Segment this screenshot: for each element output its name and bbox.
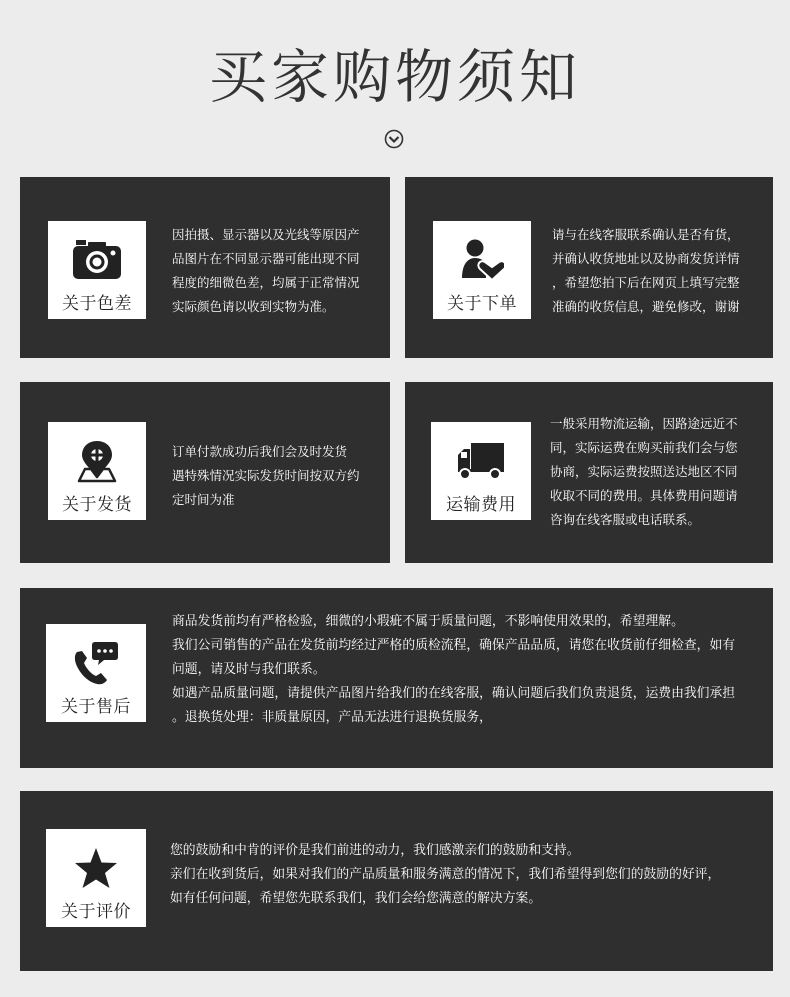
text-line: 实际颜色请以收到实物为准。 bbox=[172, 299, 335, 314]
phone-chat-icon bbox=[73, 640, 119, 686]
text-line: 因拍摄、显示器以及光线等原因产 bbox=[172, 227, 360, 242]
color-difference-panel bbox=[20, 177, 390, 358]
order-badge bbox=[433, 221, 531, 319]
page-title: 买家购物须知 bbox=[208, 43, 581, 111]
text-line: 商品发货前均有严格检验，细微的小瑕疵不属于质量问题，不影响使用效果的，希望理解。 bbox=[172, 614, 684, 629]
text-line: 您的鼓励和中肯的评价是我们前进的动力，我们感激亲们的鼓励和支持。 bbox=[170, 843, 580, 858]
freight-badge bbox=[431, 422, 531, 520]
text-line: 收取不同的费用。具体费用问题请 bbox=[550, 488, 738, 503]
freight-label: 运输费用 bbox=[446, 495, 516, 515]
after-sale-label: 关于售后 bbox=[61, 697, 131, 717]
text-line: 订单付款成功后我们会及时发货 bbox=[172, 444, 348, 459]
review-label: 关于评价 bbox=[61, 902, 131, 922]
after-sale-panel bbox=[20, 588, 773, 768]
review-badge bbox=[46, 829, 146, 927]
freight-text bbox=[550, 412, 738, 532]
text-line: ，希望您拍下后在网页上填写完整 bbox=[552, 275, 740, 290]
order-panel bbox=[405, 177, 773, 358]
order-text bbox=[552, 223, 740, 319]
text-line: 。退换货处理：非质量原因，产品无法进行退换货服务， bbox=[172, 710, 492, 725]
text-line: 遇特殊情况实际发货时间按双方约 bbox=[172, 468, 360, 483]
shipping-badge bbox=[48, 422, 146, 520]
text-line: 如遇产品质量问题，请提供产品图片给我们的在线客服，确认问题后我们负责退货，运费由我们承担 bbox=[172, 686, 736, 701]
user-heart-icon bbox=[460, 237, 504, 283]
text-line: 如有任何问题，希望您先联系我们，我们会给您满意的解决方案。 bbox=[170, 891, 542, 906]
text-line: 一般采用物流运输，因路途远近不 bbox=[550, 416, 738, 431]
review-panel bbox=[20, 791, 773, 971]
text-line: 亲们在收到货后，如果对我们的产品质量和服务满意的情况下，我们希望得到您们的鼓励的好评， bbox=[170, 867, 721, 882]
text-line: 定时间为准 bbox=[172, 492, 235, 507]
text-line: 问题，请及时与我们联系。 bbox=[172, 662, 326, 677]
text-line: 品图片在不同显示器可能出现不同 bbox=[172, 251, 360, 266]
text-line: 准确的收货信息，避免修改，谢谢 bbox=[552, 299, 740, 314]
color-difference-label: 关于色差 bbox=[62, 294, 132, 314]
shipping-panel bbox=[20, 382, 390, 563]
freight-panel bbox=[405, 382, 773, 563]
text-line: 同，实际运费在购买前我们会与您 bbox=[550, 440, 738, 455]
scroll-down-icon[interactable] bbox=[384, 129, 404, 149]
review-text bbox=[170, 839, 720, 911]
truck-icon bbox=[457, 438, 505, 484]
text-line: 我们公司销售的产品在发货前均经过严格的质检流程，确保产品品质，请您在收货前仔细检查，如有 bbox=[172, 638, 736, 653]
text-line: 并确认收货地址以及协商发货详情 bbox=[552, 251, 740, 266]
text-line: 程度的细微色差，均属于正常情况 bbox=[172, 275, 360, 290]
text-line: 咨询在线客服或电话联系。 bbox=[550, 512, 701, 527]
text-line: 协商，实际运费按照送达地区不同 bbox=[550, 464, 738, 479]
camera-icon bbox=[72, 237, 122, 283]
star-icon bbox=[74, 845, 118, 891]
after-sale-badge bbox=[46, 624, 146, 722]
after-sale-text bbox=[172, 610, 735, 730]
shipping-label: 关于发货 bbox=[62, 495, 132, 515]
color-difference-text bbox=[172, 223, 360, 319]
color-difference-badge bbox=[48, 221, 146, 319]
text-line: 请与在线客服联系确认是否有货， bbox=[552, 227, 740, 242]
shipping-text bbox=[172, 440, 360, 512]
location-map-icon bbox=[77, 438, 117, 484]
order-label: 关于下单 bbox=[447, 294, 517, 314]
